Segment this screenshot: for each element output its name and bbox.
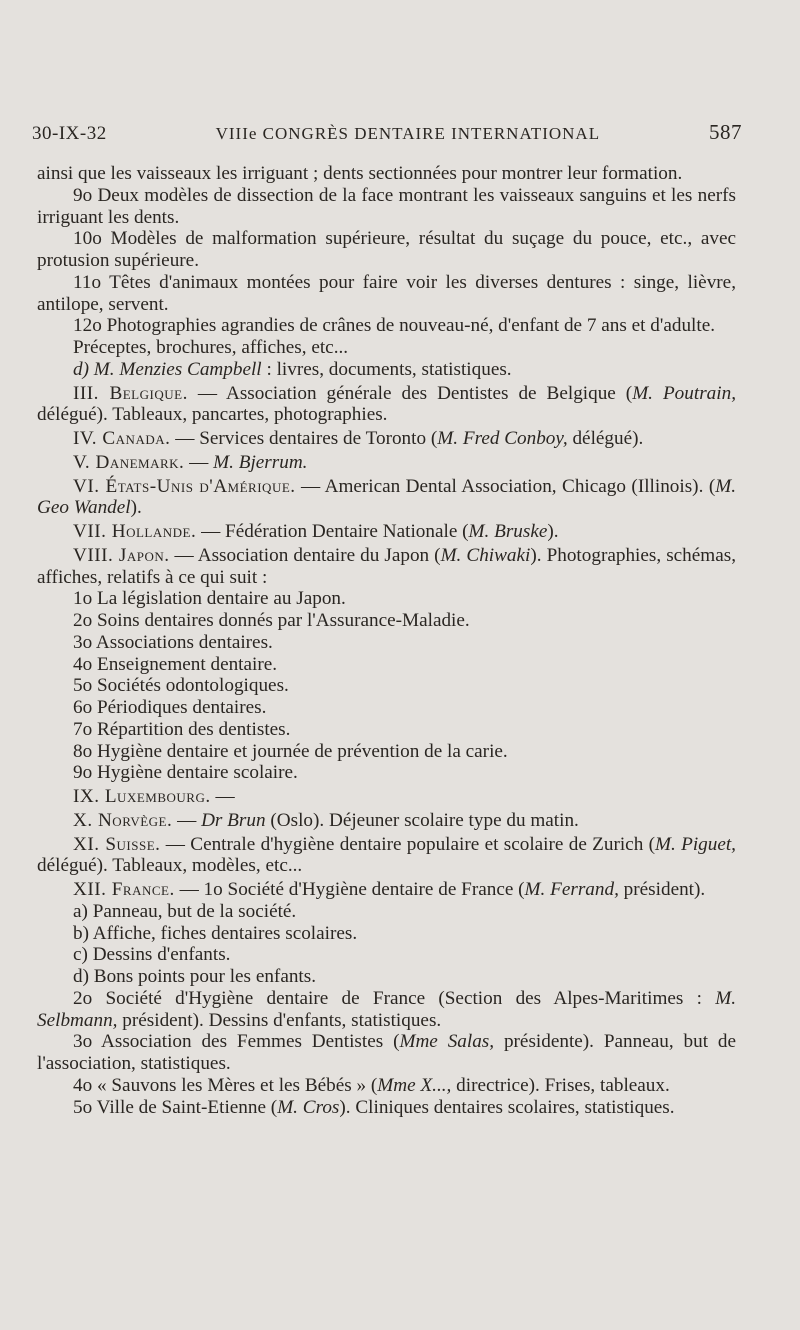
list-item: 7o Répartition des dentistes. (73, 718, 291, 740)
list-item: 3o Associations dentaires. (73, 631, 273, 653)
body-text (37, 163, 736, 1118)
country-heading: X. Norvège. (73, 809, 173, 831)
country-heading: V. Danemark. (73, 451, 185, 473)
delegate-name: M. Ferrand, (524, 879, 619, 900)
list-item (37, 1031, 736, 1075)
delegate-name: M. Geo Wandel (37, 475, 736, 519)
paragraph-text: — Centrale d'hygiène dentaire populaire et scolaire de Zurich ( (160, 833, 655, 855)
country-heading: IV. Canada. (73, 428, 171, 449)
country-entry-france (37, 879, 736, 901)
country-heading: XII. France. (73, 879, 175, 900)
paragraph-text: — (172, 809, 202, 831)
delegate-name: M. Chiwaki (440, 544, 531, 566)
page-number: 587 (708, 120, 742, 144)
country-entry-hollande (37, 521, 736, 543)
list-item (37, 988, 736, 1032)
paragraph-text: délégué). Tableaux, modèles, etc... (37, 855, 303, 877)
paragraph-text: — (184, 451, 214, 473)
list-item: d) Bons points pour les enfants. (73, 966, 317, 987)
country-heading: VIII. Japon. (73, 544, 170, 566)
country-entry-etats-unis (37, 476, 736, 520)
running-header (32, 120, 742, 145)
paragraph-text: — Services dentaires de Toronto ( (170, 428, 438, 449)
delegate-name: M. Selbmann, (37, 987, 736, 1031)
paragraph-text: délégué). Tableaux, pancartes, photographies. (37, 404, 388, 426)
list-item (37, 1097, 736, 1119)
delegate-name: Dr Brun (201, 809, 266, 831)
delegate-name: Mme X..., (377, 1074, 452, 1096)
country-heading: IX. Luxembourg. (73, 786, 211, 807)
delegate-name: Mme Salas, (399, 1031, 495, 1053)
delegate-name: M. Piguet, (655, 833, 736, 855)
paragraph-text: directrice). Frises, tableaux. (451, 1074, 670, 1096)
delegate-name: M. Bjerrum. (213, 451, 308, 473)
paragraph-text: ). (547, 521, 559, 542)
list-item: 6o Périodiques dentaires. (73, 697, 267, 718)
paragraph-text: — 1o Société d'Hygiène dentaire de France ( (174, 879, 525, 900)
country-heading: III. Belgique. (73, 382, 188, 404)
header-date: 30-IX-32 (32, 123, 107, 144)
paragraph-text: président). Dessins d'enfants, statistiques. (117, 1009, 442, 1031)
paragraph-text: ). Photographies, schémas, affiches, relatifs à ce qui suit : (37, 544, 736, 588)
delegate-name: M. Fred Conboy, (437, 428, 568, 449)
paragraph: 12o Photographies agrandies de crânes de nouveau-né, d'enfant de 7 ans et d'adulte. (73, 315, 716, 337)
paragraph: 11o Têtes d'animaux montées pour faire voir les diverses dentures : singe, lièvre, antilope, servent. (37, 271, 736, 315)
paragraph-text: 4o « Sauvons les Mères et les Bébés » ( (73, 1074, 378, 1096)
paragraph-text: 3o Association des Femmes Dentistes ( (73, 1031, 400, 1053)
paragraph: ainsi que les vaisseaux les irriguant ; dents sectionnées pour montrer leur formation. (37, 163, 683, 184)
paragraph: 10o Modèles de malformation supérieure, résultat du suçage du pouce, etc., avec protusion supérieure. (37, 228, 736, 271)
paragraph-text: — American Dental Association, Chicago (Illinois). ( (295, 475, 716, 497)
paragraph-text: ). (130, 497, 142, 519)
delegate-name: M. Bruske (468, 521, 548, 542)
country-heading: VII. Hollande. (73, 521, 197, 542)
list-item: 9o Hygiène dentaire scolaire. (73, 762, 298, 784)
country-entry-suisse (37, 834, 736, 878)
list-item: 8o Hygiène dentaire et journée de prévention de la carie. (73, 740, 508, 762)
paragraph-text: (Oslo). Déjeuner scolaire type du matin. (265, 809, 579, 831)
list-item: 4o Enseignement dentaire. (73, 653, 278, 675)
list-item: 5o Sociétés odontologiques. (73, 675, 289, 697)
list-item: b) Affiche, fiches dentaires scolaires. (73, 922, 358, 944)
country-entry-canada (37, 428, 736, 450)
country-heading: XI. Suisse. (73, 833, 161, 855)
country-entry-belgique (37, 383, 736, 427)
paragraph: Préceptes, brochures, affiches, etc... (73, 337, 349, 358)
paragraph (37, 359, 736, 381)
paragraph-text: — Association dentaire du Japon ( (169, 544, 441, 566)
list-item: a) Panneau, but de la société. (73, 900, 297, 922)
paragraph-text: — (210, 786, 235, 807)
delegate-name: M. Cros (277, 1096, 340, 1118)
paragraph-text: président). (618, 879, 706, 900)
paragraph-text: ). Cliniques dentaires scolaires, statistiques. (339, 1096, 675, 1118)
header-title: VIIIe CONGRÈS DENTAIRE INTERNATIONAL (215, 124, 601, 143)
country-entry-luxembourg (37, 786, 736, 808)
delegate-name: M. Poutrain, (632, 382, 736, 404)
paragraph-text: : livres, documents, statistiques. (261, 358, 512, 380)
country-entry-norvege (37, 810, 736, 832)
list-item: 1o La législation dentaire au Japon. (73, 588, 346, 610)
country-entry-japon (37, 545, 736, 589)
paragraph-text: présidente). Panneau, but de l'association, statistiques. (37, 1031, 737, 1074)
paragraph-text: délégué). (567, 428, 644, 449)
list-item: 2o Soins dentaires donnés par l'Assurance-Maladie. (73, 610, 470, 631)
country-heading: VI. États-Unis d'Amérique. (73, 475, 296, 497)
paragraph-text: — Association générale des Dentistes de Belgique ( (187, 382, 633, 404)
list-item: c) Dessins d'enfants. (73, 944, 231, 966)
paragraph-text: 2o Société d'Hygiène dentaire de France (Section des Alpes-Maritimes : (73, 987, 716, 1009)
list-item (37, 1075, 736, 1097)
paragraph-text: — Fédération Dentaire Nationale ( (196, 521, 469, 542)
country-entry-danemark (37, 452, 736, 474)
paragraph-label: d) M. Menzies Campbell (73, 358, 262, 380)
paragraph-text: 5o Ville de Saint-Etienne ( (73, 1096, 278, 1118)
paragraph: 9o Deux modèles de dissection de la face montrant les vaisseaux sanguins et les nerfs irriguant les dents. (37, 184, 736, 228)
